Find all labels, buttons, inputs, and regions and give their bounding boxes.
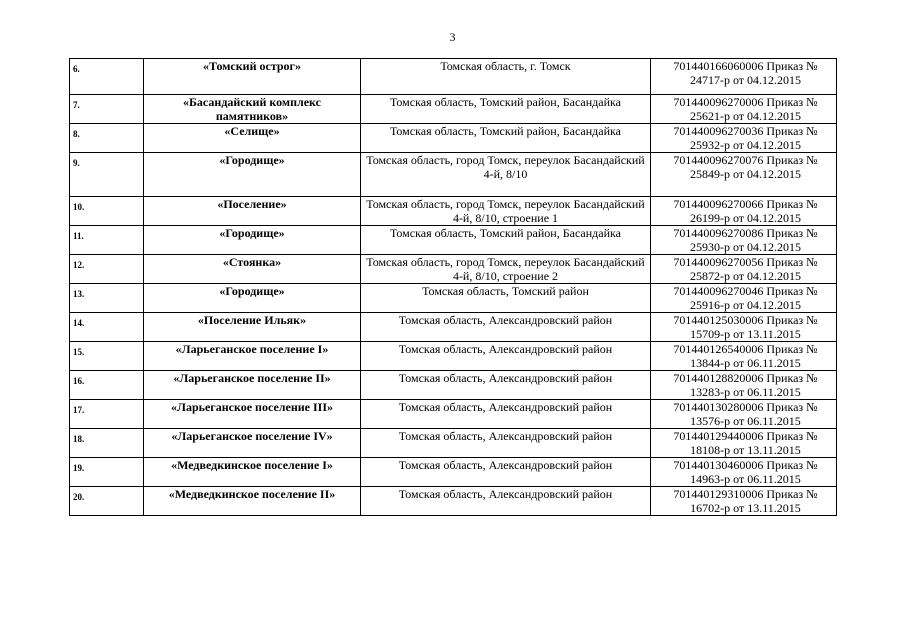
object-location: Томская область, Александровский район [361,313,651,342]
registry-document: 701440125030006 Приказ № 15709-р от 13.11.2015 [651,313,837,342]
table-row [70,313,837,342]
registry-document: 701440096270046 Приказ № 25916-р от 04.12.2015 [651,284,837,313]
row-number: 7. [70,95,144,124]
registry-document: 701440129310006 Приказ № 16702-р от 13.11.2015 [651,487,837,516]
row-number: 18. [70,429,144,458]
registry-document: 701440126540006 Приказ № 13844-р от 06.11.2015 [651,342,837,371]
registry-document: 701440128820006 Приказ № 13283-р от 06.11.2015 [651,371,837,400]
row-number: 14. [70,313,144,342]
table-row [70,59,837,95]
registry-document: 701440096270006 Приказ № 25621-р от 04.12.2015 [651,95,837,124]
table-row [70,284,837,313]
object-location: Томская область, Томский район [361,284,651,313]
object-name: «Медведкинское поселение II» [144,487,361,516]
row-number: 6. [70,59,144,95]
object-location: Томская область, Александровский район [361,342,651,371]
registry-document: 701440096270056 Приказ № 25872-р от 04.12.2015 [651,255,837,284]
object-location: Томская область, Александровский район [361,458,651,487]
table-row [70,255,837,284]
row-number: 15. [70,342,144,371]
object-location: Томская область, город Томск, переулок Басандайский 4-й, 8/10, строение 2 [361,255,651,284]
object-name: «Поселение Ильяк» [144,313,361,342]
object-location: Томская область, Томский район, Басандайка [361,124,651,153]
table-row [70,458,837,487]
object-name: «Басандайский комплекс памятников» [144,95,361,124]
row-number: 8. [70,124,144,153]
table-row [70,342,837,371]
table-row [70,487,837,516]
row-number: 13. [70,284,144,313]
registry-document: 701440129440006 Приказ № 18108-р от 13.11.2015 [651,429,837,458]
row-number: 9. [70,153,144,197]
row-number: 10. [70,197,144,226]
object-location: Томская область, город Томск, переулок Басандайский 4-й, 8/10 [361,153,651,197]
table-row [70,371,837,400]
object-name: «Ларьеганское поселение IV» [144,429,361,458]
heritage-registry-table [69,58,837,516]
object-name: «Поселение» [144,197,361,226]
object-name: «Медведкинское поселение I» [144,458,361,487]
object-location: Томская область, Александровский район [361,429,651,458]
table-row [70,95,837,124]
object-location: Томская область, Александровский район [361,400,651,429]
registry-document: 701440130460006 Приказ № 14963-р от 06.11.2015 [651,458,837,487]
object-name: «Городище» [144,153,361,197]
page-number: 3 [449,30,456,44]
table-row [70,400,837,429]
object-name: «Ларьеганское поселение III» [144,400,361,429]
registry-document: 701440096270076 Приказ № 25849-р от 04.12.2015 [651,153,837,197]
registry-document: 701440096270086 Приказ № 25930-р от 04.12.2015 [651,226,837,255]
object-location: Томская область, Александровский район [361,371,651,400]
registry-document: 701440166060006 Приказ № 24717-р от 04.12.2015 [651,59,837,95]
registry-document: 701440130280006 Приказ № 13576-р от 06.11.2015 [651,400,837,429]
object-location: Томская область, город Томск, переулок Басандайский 4-й, 8/10, строение 1 [361,197,651,226]
row-number: 12. [70,255,144,284]
row-number: 17. [70,400,144,429]
object-name: «Селище» [144,124,361,153]
object-location: Томская область, г. Томск [361,59,651,95]
object-name: «Стоянка» [144,255,361,284]
row-number: 16. [70,371,144,400]
object-name: «Томский острог» [144,59,361,95]
object-name: «Ларьеганское поселение I» [144,342,361,371]
table-row [70,153,837,197]
object-name: «Городище» [144,226,361,255]
row-number: 20. [70,487,144,516]
registry-document: 701440096270036 Приказ № 25932-р от 04.12.2015 [651,124,837,153]
row-number: 11. [70,226,144,255]
object-location: Томская область, Томский район, Басандайка [361,226,651,255]
registry-document: 701440096270066 Приказ № 26199-р от 04.12.2015 [651,197,837,226]
table-row [70,124,837,153]
object-name: «Ларьеганское поселение II» [144,371,361,400]
row-number: 19. [70,458,144,487]
object-location: Томская область, Александровский район [361,487,651,516]
table-row [70,226,837,255]
object-name: «Городище» [144,284,361,313]
table-row [70,429,837,458]
table-row [70,197,837,226]
object-location: Томская область, Томский район, Басандайка [361,95,651,124]
